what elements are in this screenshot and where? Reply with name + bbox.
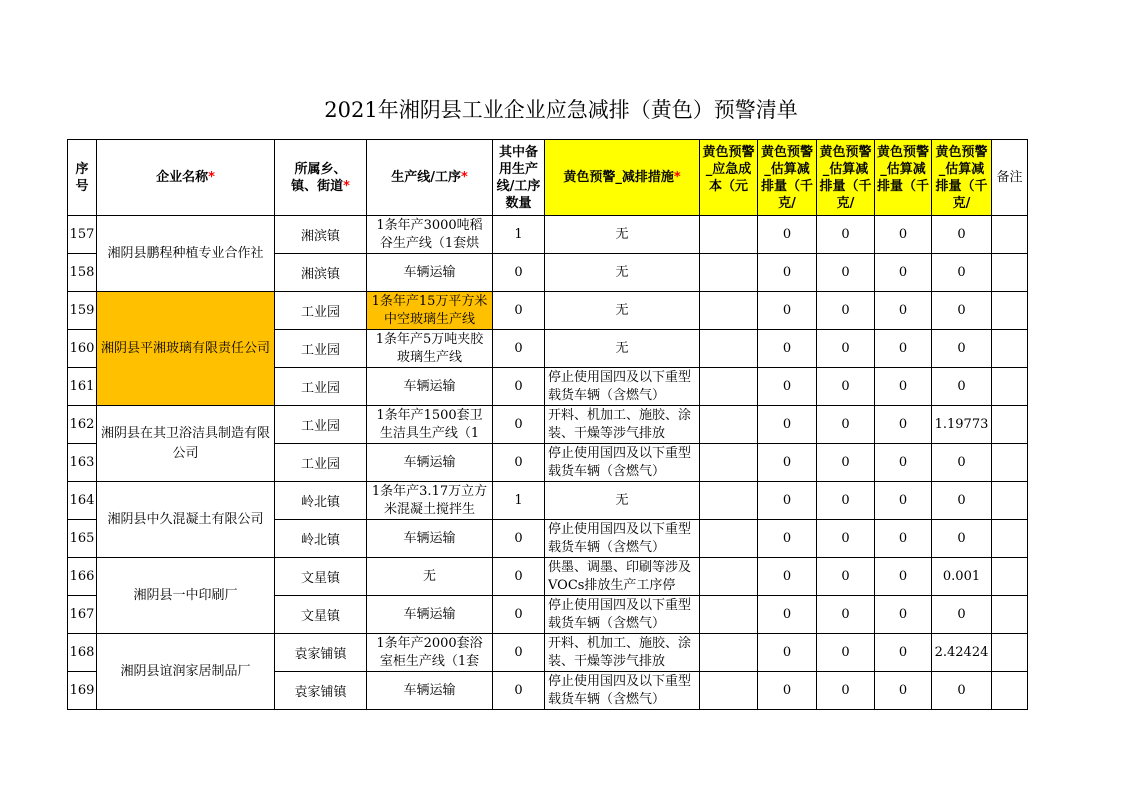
row-est-2: 0 [817,596,875,634]
row-est-4: 0 [932,672,992,710]
row-est-1: 0 [758,520,817,558]
row-backup-count: 0 [493,558,545,596]
row-note [992,672,1028,710]
row-est-1: 0 [758,292,817,330]
row-backup-count: 1 [493,482,545,520]
row-est-2: 0 [817,368,875,406]
row-production-line [367,634,493,672]
row-est-1: 0 [758,634,817,672]
header-company: 企业名称* [97,140,275,216]
row-note [992,254,1028,292]
row-production-line [367,672,493,710]
row-cost [700,406,758,444]
row-seq: 166 [68,558,97,596]
row-cost [700,672,758,710]
header-row [68,140,1028,216]
row-est-3: 0 [875,520,932,558]
production-line-text: 1条年产2000套浴室柜生产线（1套 [376,635,483,669]
row-est-2: 0 [817,520,875,558]
row-backup-count: 0 [493,444,545,482]
row-note [992,634,1028,672]
row-est-1: 0 [758,330,817,368]
row-measure [545,330,700,368]
row-est-3: 0 [875,406,932,444]
company-name: 湘阴县平湘玻璃有限责任公司 [97,292,275,406]
row-est-4: 0 [932,596,992,634]
row-est-2: 0 [817,330,875,368]
row-town: 工业园 [275,330,367,368]
row-est-4: 0 [932,216,992,254]
row-town: 工业园 [275,368,367,406]
row-backup-count: 0 [493,254,545,292]
row-seq: 162 [68,406,97,444]
row-backup-count: 0 [493,368,545,406]
row-note [992,558,1028,596]
row-est-4: 0 [932,254,992,292]
row-est-2: 0 [817,482,875,520]
row-est-3: 0 [875,634,932,672]
row-production-line [367,520,493,558]
row-measure [545,672,700,710]
production-line-text: 车辆运输 [403,606,456,622]
row-est-4: 0.001 [932,558,992,596]
row-est-3: 0 [875,596,932,634]
row-backup-count: 0 [493,406,545,444]
row-cost [700,444,758,482]
row-production-line [367,482,493,520]
measure-text: 无 [615,340,629,356]
row-est-3: 0 [875,482,932,520]
row-town: 湘滨镇 [275,216,367,254]
row-est-2: 0 [817,292,875,330]
row-backup-count: 0 [493,292,545,330]
table-row [68,634,1028,672]
measure-text: 供墨、调墨、印刷等涉及VOCs排放生产工序停 [548,559,692,593]
row-town: 袁家铺镇 [275,672,367,710]
row-backup-count: 0 [493,596,545,634]
row-cost [700,216,758,254]
production-line-text: 车辆运输 [403,378,456,394]
row-note [992,406,1028,444]
row-est-2: 0 [817,216,875,254]
row-seq: 157 [68,216,97,254]
row-seq: 169 [68,672,97,710]
company-name: 湘阴县在其卫浴洁具制造有限公司 [97,406,275,482]
row-measure [545,444,700,482]
row-production-line [367,368,493,406]
row-est-2: 0 [817,406,875,444]
company-name: 湘阴县鹏程种植专业合作社 [97,216,275,292]
header-note: 备注 [992,140,1028,216]
row-measure [545,292,700,330]
measure-text: 停止使用国四及以下重型载货车辆（含燃气） [548,673,692,707]
company-name: 湘阴县谊润家居制品厂 [97,634,275,710]
row-est-2: 0 [817,444,875,482]
row-note [992,330,1028,368]
row-est-3: 0 [875,330,932,368]
row-seq: 164 [68,482,97,520]
row-est-3: 0 [875,558,932,596]
row-est-3: 0 [875,216,932,254]
row-note [992,368,1028,406]
production-line-text: 1条年产15万平方米中空玻璃生产线 [371,293,488,327]
row-est-1: 0 [758,596,817,634]
row-cost [700,330,758,368]
row-measure [545,520,700,558]
header-est-2: 黄色预警_估算减排量（千克/ [817,140,875,216]
row-est-4: 0 [932,330,992,368]
production-line-text: 车辆运输 [403,530,456,546]
measure-text: 停止使用国四及以下重型载货车辆（含燃气） [548,597,692,631]
measure-text: 停止使用国四及以下重型载货车辆（含燃气） [548,445,692,479]
row-seq: 158 [68,254,97,292]
header-measure: 黄色预警_减排措施* [545,140,700,216]
row-production-line [367,596,493,634]
row-est-1: 0 [758,672,817,710]
row-town: 岭北镇 [275,520,367,558]
row-est-3: 0 [875,254,932,292]
row-cost [700,368,758,406]
header-est-1: 黄色预警_估算减排量（千克/ [758,140,817,216]
row-note [992,596,1028,634]
row-note [992,292,1028,330]
production-line-text: 车辆运输 [403,454,456,470]
row-measure [545,596,700,634]
header-est-4: 黄色预警_估算减排量（千克/ [932,140,992,216]
row-town: 工业园 [275,292,367,330]
header-town: 所属乡、镇、街道* [275,140,367,216]
production-line-text: 1条年产3.17万立方米混凝土搅拌生 [371,483,488,517]
measure-text: 无 [615,492,629,508]
row-est-1: 0 [758,406,817,444]
row-est-4: 1.19773 [932,406,992,444]
row-production-line [367,406,493,444]
row-est-4: 0 [932,482,992,520]
measure-text: 开料、机加工、施胶、涂装、干燥等涉气排放 [548,407,692,441]
row-production-line [367,558,493,596]
table-row [68,406,1028,444]
row-production-line [367,330,493,368]
row-seq: 163 [68,444,97,482]
header-seq: 序号 [68,140,97,216]
production-line-text: 1条年产5万吨夹胶玻璃生产线 [375,331,484,365]
production-line-text: 1条年产1500套卫生洁具生产线（1 [376,407,483,441]
row-backup-count: 0 [493,330,545,368]
row-est-2: 0 [817,634,875,672]
row-town: 湘滨镇 [275,254,367,292]
row-est-4: 0 [932,444,992,482]
row-est-3: 0 [875,368,932,406]
header-est-3: 黄色预警_估算减排量（千 [875,140,932,216]
measure-text: 开料、机加工、施胶、涂装、干燥等涉气排放 [548,635,692,669]
row-production-line [367,292,493,330]
row-cost [700,520,758,558]
row-cost [700,558,758,596]
row-est-3: 0 [875,292,932,330]
row-measure [545,254,700,292]
measure-text: 停止使用国四及以下重型载货车辆（含燃气） [548,521,692,555]
table-row [68,292,1028,330]
row-measure [545,368,700,406]
production-line-text: 车辆运输 [403,264,456,280]
row-est-1: 0 [758,482,817,520]
measure-text: 无 [615,264,629,280]
row-est-3: 0 [875,672,932,710]
production-line-text: 1条年产3000吨稻谷生产线（1套烘 [376,217,483,251]
row-backup-count: 0 [493,520,545,558]
row-seq: 167 [68,596,97,634]
row-production-line [367,444,493,482]
row-town: 岭北镇 [275,482,367,520]
row-measure [545,482,700,520]
row-note [992,482,1028,520]
row-note [992,520,1028,558]
row-est-4: 2.42424 [932,634,992,672]
warning-list-table [67,139,1028,710]
row-town: 文星镇 [275,558,367,596]
header-backup: 其中备用生产线/工序数量 [493,140,545,216]
row-measure [545,216,700,254]
row-backup-count: 1 [493,216,545,254]
row-est-4: 0 [932,368,992,406]
measure-text: 无 [615,302,629,318]
row-town: 工业园 [275,406,367,444]
row-cost [700,254,758,292]
row-cost [700,482,758,520]
row-seq: 161 [68,368,97,406]
production-line-text: 车辆运输 [403,682,456,698]
table-row [68,216,1028,254]
row-seq: 159 [68,292,97,330]
header-line: 生产线/工序* [367,140,493,216]
table-row [68,558,1028,596]
row-cost [700,596,758,634]
row-est-2: 0 [817,254,875,292]
row-measure [545,406,700,444]
row-est-1: 0 [758,216,817,254]
row-production-line [367,254,493,292]
row-note [992,444,1028,482]
row-town: 文星镇 [275,596,367,634]
row-est-2: 0 [817,558,875,596]
row-est-4: 0 [932,292,992,330]
row-backup-count: 0 [493,634,545,672]
row-production-line [367,216,493,254]
row-seq: 160 [68,330,97,368]
company-name: 湘阴县一中印刷厂 [97,558,275,634]
row-town: 工业园 [275,444,367,482]
row-est-1: 0 [758,444,817,482]
row-seq: 165 [68,520,97,558]
row-cost [700,292,758,330]
row-note [992,216,1028,254]
row-est-1: 0 [758,368,817,406]
measure-text: 停止使用国四及以下重型载货车辆（含燃气） [548,369,692,403]
row-measure [545,558,700,596]
row-est-1: 0 [758,558,817,596]
measure-text: 无 [615,226,629,242]
company-name: 湘阴县中久混凝土有限公司 [97,482,275,558]
row-backup-count: 0 [493,672,545,710]
production-line-text: 无 [422,568,436,584]
row-measure [545,634,700,672]
row-town: 袁家铺镇 [275,634,367,672]
row-est-2: 0 [817,672,875,710]
row-est-1: 0 [758,254,817,292]
page-title: 2021年湘阴县工业企业应急减排（黄色）预警清单 [324,98,798,122]
row-seq: 168 [68,634,97,672]
table-row [68,482,1028,520]
row-est-4: 0 [932,520,992,558]
header-cost: 黄色预警_应急成本（元 [700,140,758,216]
row-cost [700,634,758,672]
row-est-3: 0 [875,444,932,482]
